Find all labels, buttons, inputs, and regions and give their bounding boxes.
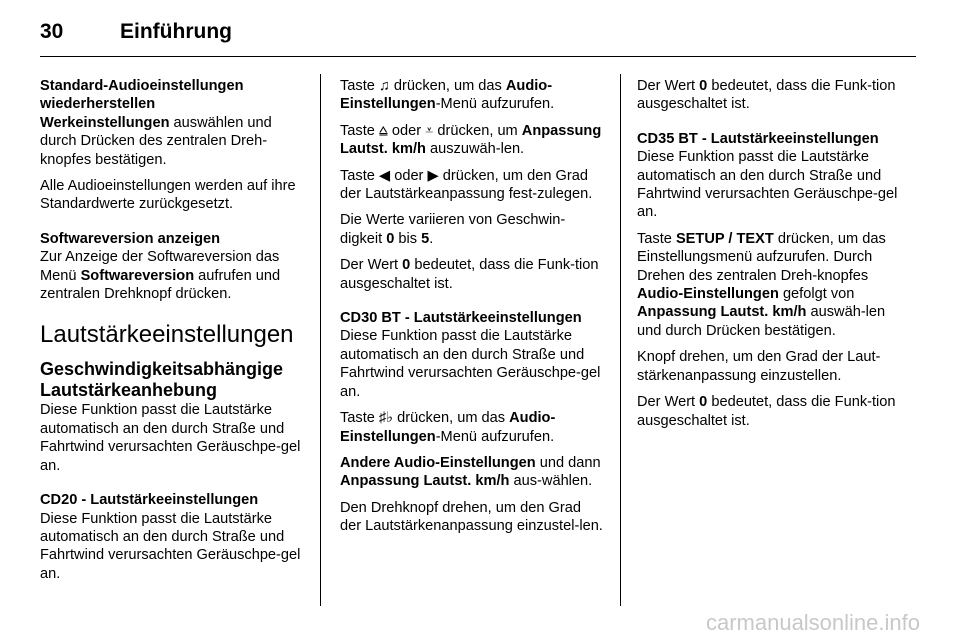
paragraph: Taste ♯♭ drücken, um das Audio-Einstellungen-Menü aufzurufen. [340, 410, 556, 445]
column-divider-2 [620, 74, 621, 606]
paragraph: Der Wert 0 bedeutet, dass die Funk-tion ausgeschaltet ist. [340, 257, 599, 292]
column-1 [40, 77, 306, 591]
paragraph: Taste ♫ drücken, um das Audio-Einstellungen-Menü aufzurufen. [340, 78, 555, 113]
paragraph: Die Werte variieren von Geschwin-digkeit 0 bis 5. [340, 212, 566, 247]
paragraph: Taste SETUP / TEXT drücken, um das Einstellungsmenü aufzurufen. Durch Drehen des zentralen Dreh-knopfes Audio-Einstellungen gefolgt von Anpassung Lautst. km/h auswäh-len und durch Drücken bestätigen. [637, 230, 886, 339]
section-title-software-version: Softwareversion anzeigen [40, 230, 221, 247]
section-title-cd30: CD30 BT - Lautstärkeeinstellungen [340, 310, 582, 327]
column-divider-1 [320, 74, 321, 606]
section-heading: Geschwindigkeitsabhängige Lautstärkeanhebung [40, 359, 284, 401]
paragraph: Alle Audioeinstellungen werden auf ihre Standardwerte zurückgesetzt. [40, 178, 296, 213]
column-2 [340, 77, 604, 544]
page-title: Einführung [120, 20, 232, 43]
paragraph: Der Wert 0 bedeutet, dass die Funk-tion ausgeschaltet ist. [637, 394, 896, 429]
paragraph: Diese Funktion passt die Lautstärke automatisch an den durch Straße und Fahrtwind verursachten Geräuschpe-gel an. [637, 149, 898, 221]
paragraph: Taste ⩠ oder ⩡ drücken, um Anpassung Lautst. km/h auszuwäh-len. [340, 122, 602, 158]
header-divider [40, 56, 916, 57]
paragraph: Knopf drehen, um den Grad der Laut-stärkenanpassung einzustellen. [637, 349, 881, 384]
paragraph: Diese Funktion passt die Lautstärke automatisch an den durch Straße und Fahrtwind verursachten Geräuschpe-gel an. [40, 402, 301, 474]
watermark: carmanualsonline.info [705, 610, 920, 635]
paragraph: Diese Funktion passt die Lautstärke automatisch an den durch Straße und Fahrtwind verursachten Geräuschpe-gel an. [340, 328, 601, 400]
paragraph: Andere Audio-Einstellungen und dann Anpassung Lautst. km/h aus-wählen. [340, 454, 601, 490]
section-title-cd20: CD20 - Lautstärkeeinstellungen [40, 492, 259, 509]
page-number: 30 [40, 20, 64, 43]
paragraph: Werkeinstellungen auswählen und durch Drücken des zentralen Dreh-knopfes bestätigen. [40, 114, 272, 168]
page-header [40, 20, 232, 46]
section-title-reset-audio: Standard-Audioeinstellungen wiederherstellen [40, 78, 244, 113]
paragraph: Den Drehknopf drehen, um den Grad der Lautstärkenanpassung einzustel-len. [340, 499, 603, 535]
paragraph: Diese Funktion passt die Lautstärke automatisch an den durch Straße und Fahrtwind verursachten Geräuschpe-gel an. [40, 510, 301, 582]
chapter-heading: Lautstärkeeinstellungen [40, 321, 294, 349]
column-3 [637, 77, 907, 438]
paragraph: Zur Anzeige der Softwareversion das Menü Softwareversion aufrufen und zentralen Drehknopf drücken. [40, 249, 281, 303]
paragraph: Der Wert 0 bedeutet, dass die Funk-tion ausgeschaltet ist. [637, 78, 896, 113]
paragraph: Taste ◀ oder ▶ drücken, um den Grad der Lautstärkeanpassung fest-zulegen. [340, 167, 593, 203]
section-title-cd35: CD35 BT - Lautstärkeeinstellungen [637, 130, 879, 147]
